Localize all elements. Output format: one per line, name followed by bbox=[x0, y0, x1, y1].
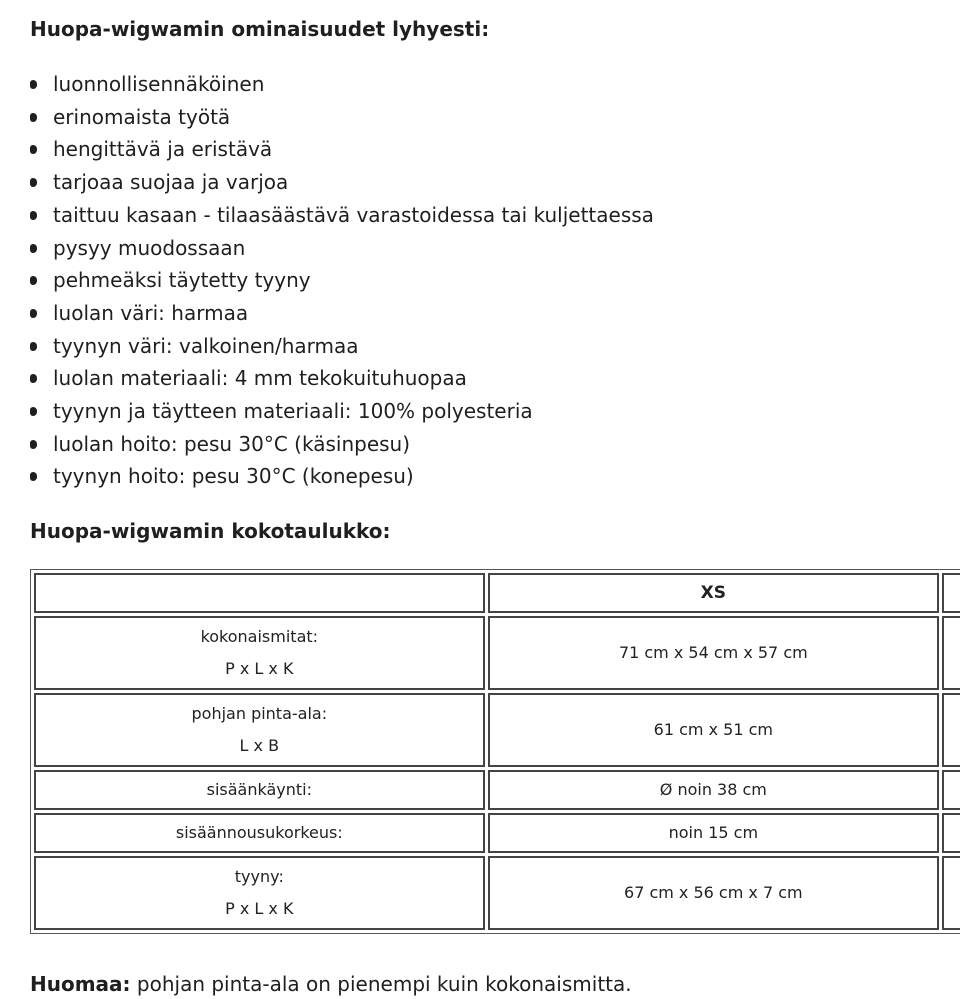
row-label bbox=[34, 616, 485, 690]
feature-text: tyynyn väri: valkoinen/harmaa bbox=[53, 333, 359, 358]
features-heading: Huopa-wigwamin ominaisuudet lyhyesti: bbox=[30, 17, 490, 41]
note-paragraph bbox=[30, 970, 632, 998]
feature-text: tyynyn ja täytteen materiaali: 100% polyesteria bbox=[53, 399, 533, 424]
features-list bbox=[30, 68, 930, 493]
feature-text: tarjoaa suojaa ja varjoa bbox=[53, 170, 289, 195]
list-item bbox=[30, 362, 930, 395]
bullet-icon bbox=[30, 309, 37, 318]
bullet-icon bbox=[30, 178, 37, 187]
feature-text: luonnollisennäköinen bbox=[53, 72, 265, 96]
table-row bbox=[34, 813, 960, 853]
table-row bbox=[34, 770, 960, 810]
row-next-size-cell bbox=[942, 693, 960, 767]
list-item bbox=[30, 101, 930, 134]
row-next-size-cell bbox=[942, 813, 960, 853]
row-next-size-cell bbox=[942, 616, 960, 690]
row-value-xs: 61 cm x 51 cm bbox=[488, 693, 939, 767]
table-row bbox=[34, 856, 960, 930]
row-next-size-cell bbox=[942, 770, 960, 810]
row-label bbox=[34, 693, 485, 767]
bullet-icon bbox=[30, 440, 37, 449]
list-item bbox=[30, 428, 930, 461]
list-item bbox=[30, 330, 930, 363]
list-item bbox=[30, 133, 930, 166]
list-item bbox=[30, 166, 930, 199]
list-item bbox=[30, 199, 930, 232]
note-text: pohjan pinta-ala on pienempi kuin kokonaismitta. bbox=[130, 972, 632, 996]
row-label bbox=[34, 856, 485, 930]
row-label: sisäännousukorkeus: bbox=[34, 813, 485, 853]
list-item bbox=[30, 264, 930, 297]
row-value-xs: Ø noin 38 cm bbox=[488, 770, 939, 810]
row-value-xs: 67 cm x 56 cm x 7 cm bbox=[488, 856, 939, 930]
bullet-icon bbox=[30, 342, 37, 351]
row-label-line: L x B bbox=[239, 736, 280, 755]
row-next-size-cell bbox=[942, 856, 960, 930]
feature-text: tyynyn hoito: pesu 30°C (konepesu) bbox=[53, 464, 414, 489]
bullet-icon bbox=[30, 276, 37, 285]
bullet-icon bbox=[30, 211, 37, 220]
feature-text: luolan väri: harmaa bbox=[53, 300, 249, 325]
row-value-xs: 71 cm x 54 cm x 57 cm bbox=[488, 616, 939, 690]
size-table bbox=[30, 569, 960, 934]
header-size-xs: XS bbox=[488, 573, 939, 613]
bullet-icon bbox=[30, 407, 37, 416]
feature-text: pysyy muodossaan bbox=[53, 235, 246, 260]
list-item bbox=[30, 297, 930, 330]
table-header-row bbox=[34, 573, 960, 613]
list-item bbox=[30, 68, 930, 101]
row-label-line: P x L x K bbox=[225, 899, 294, 918]
bullet-icon bbox=[30, 145, 37, 154]
bullet-icon bbox=[30, 113, 37, 122]
feature-text: pehmeäksi täytetty tyyny bbox=[53, 268, 311, 293]
size-table-container bbox=[30, 569, 960, 934]
row-label-line: tyyny: bbox=[234, 867, 284, 886]
feature-text: hengittävä ja eristävä bbox=[53, 137, 273, 162]
table-row bbox=[34, 616, 960, 690]
note-label: Huomaa: bbox=[30, 972, 131, 996]
feature-text: luolan materiaali: 4 mm tekokuituhuopaa bbox=[53, 366, 467, 391]
bullet-icon bbox=[30, 472, 37, 481]
row-value-xs: noin 15 cm bbox=[488, 813, 939, 853]
list-item bbox=[30, 460, 930, 493]
feature-text: luolan hoito: pesu 30°C (käsinpesu) bbox=[53, 431, 411, 456]
bullet-icon bbox=[30, 374, 37, 383]
table-row bbox=[34, 693, 960, 767]
row-label: sisäänkäynti: bbox=[34, 770, 485, 810]
feature-text: erinomaista työtä bbox=[53, 104, 231, 129]
header-label-cell bbox=[34, 573, 485, 613]
bullet-icon bbox=[30, 244, 37, 253]
header-next-size-cell bbox=[942, 573, 960, 613]
size-table-heading: Huopa-wigwamin kokotaulukko: bbox=[30, 519, 391, 543]
list-item bbox=[30, 395, 930, 428]
bullet-icon bbox=[30, 80, 37, 89]
list-item bbox=[30, 232, 930, 265]
feature-text: taittuu kasaan - tilaasäästävä varastoidessa tai kuljettaessa bbox=[53, 202, 654, 227]
row-label-line: kokonaismitat: bbox=[200, 627, 319, 646]
row-label-line: pohjan pinta-ala: bbox=[191, 704, 328, 723]
row-label-line: P x L x K bbox=[225, 659, 294, 678]
